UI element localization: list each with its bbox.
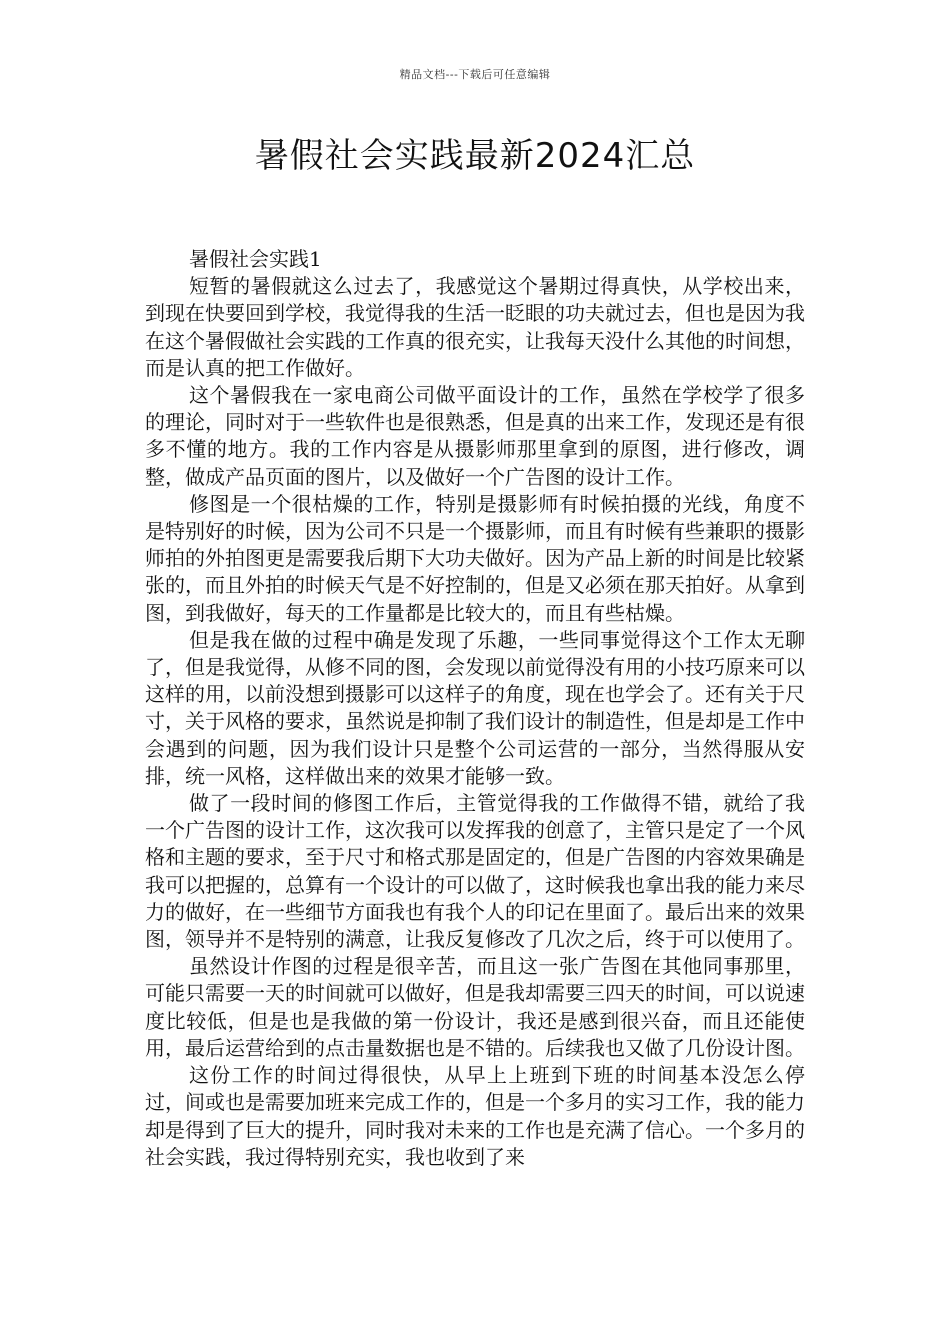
paragraph: 虽然设计作图的过程是很辛苦，而且这一张广告图在其他同事那里，可能只需要一天的时间就可以做好，但是我却需要三四天的时间，可以说速度比较低，但是也是我做的第一份设计，我还是感到很兴奋，而且还能使用，最后运营给到的点击量数据也是不错的。后续我也又做了几份设计图。 [145,954,805,1060]
paragraph: 这个暑假我在一家电商公司做平面设计的工作，虽然在学校学了很多的理论，同时对于一些软件也是很熟悉，但是真的出来工作，发现还是有很多不懂的地方。我的工作内容是从摄影师那里拿到的原图，进行修改，调整，做成产品页面的图片，以及做好一个广告图的设计工作。 [145,383,805,489]
section-heading: 暑假社会实践1 [189,247,322,271]
paragraph: 做了一段时间的修图工作后，主管觉得我的工作做得不错，就给了我一个广告图的设计工作，这次我可以发挥我的创意了，主管只是定了一个风格和主题的要求，至于尺寸和格式那是固定的，但是广告图的内容效果确是我可以把握的，总算有一个设计的可以做了，这时候我也拿出我的能力来尽力的做好，在一些细节方面我也有我个人的印记在里面了。最后出来的效果图，领导并不是特别的满意，让我反复修改了几次之后，终于可以使用了。 [145,791,805,952]
paragraph: 修图是一个很枯燥的工作，特别是摄影师有时候拍摄的光线，角度不是特别好的时候，因为公司不只是一个摄影师，而且有时候有些兼职的摄影师拍的外拍图更是需要我后期下大功夫做好。因为产品上新的时间是比较紧张的，而且外拍的时候天气是不好控制的，但是又必须在那天拍好。从拿到图，到我做好，每天的工作量都是比较大的，而且有些枯燥。 [145,491,805,625]
document-title: 暑假社会实践最新2024汇总 [254,136,696,176]
paragraph: 这份工作的时间过得很快，从早上上班到下班的时间基本没怎么停过，间或也是需要加班来完成工作的，但是一个多月的实习工作，我的能力却是得到了巨大的提升，同时我对未来的工作也是充满了信心。一个多月的社会实践，我过得特别充实，我也收到了来 [145,1063,805,1169]
paragraph: 短暂的暑假就这么过去了，我感觉这个暑期过得真快，从学校出来，到现在快要回到学校，我觉得我的生活一眨眼的功夫就过去，但也是因为我在这个暑假做社会实践的工作真的很充实，让我每天没什么其他的时间想，而是认真的把工作做好。 [145,274,805,380]
header-note: 精品文档---下载后可任意编辑 [399,68,551,81]
paragraph: 但是我在做的过程中确是发现了乐趣，一些同事觉得这个工作太无聊了，但是我觉得，从修不同的图，会发现以前觉得没有用的小技巧原来可以这样的用，以前没想到摄影可以这样子的角度，现在也学会了。还有关于尺寸，关于风格的要求，虽然说是抑制了我们设计的制造性，但是却是工作中会遇到的问题，因为我们设计只是整个公司运营的一部分，当然得服从安排，统一风格，这样做出来的效果才能够一致。 [145,627,805,788]
document-body [145,246,805,1171]
